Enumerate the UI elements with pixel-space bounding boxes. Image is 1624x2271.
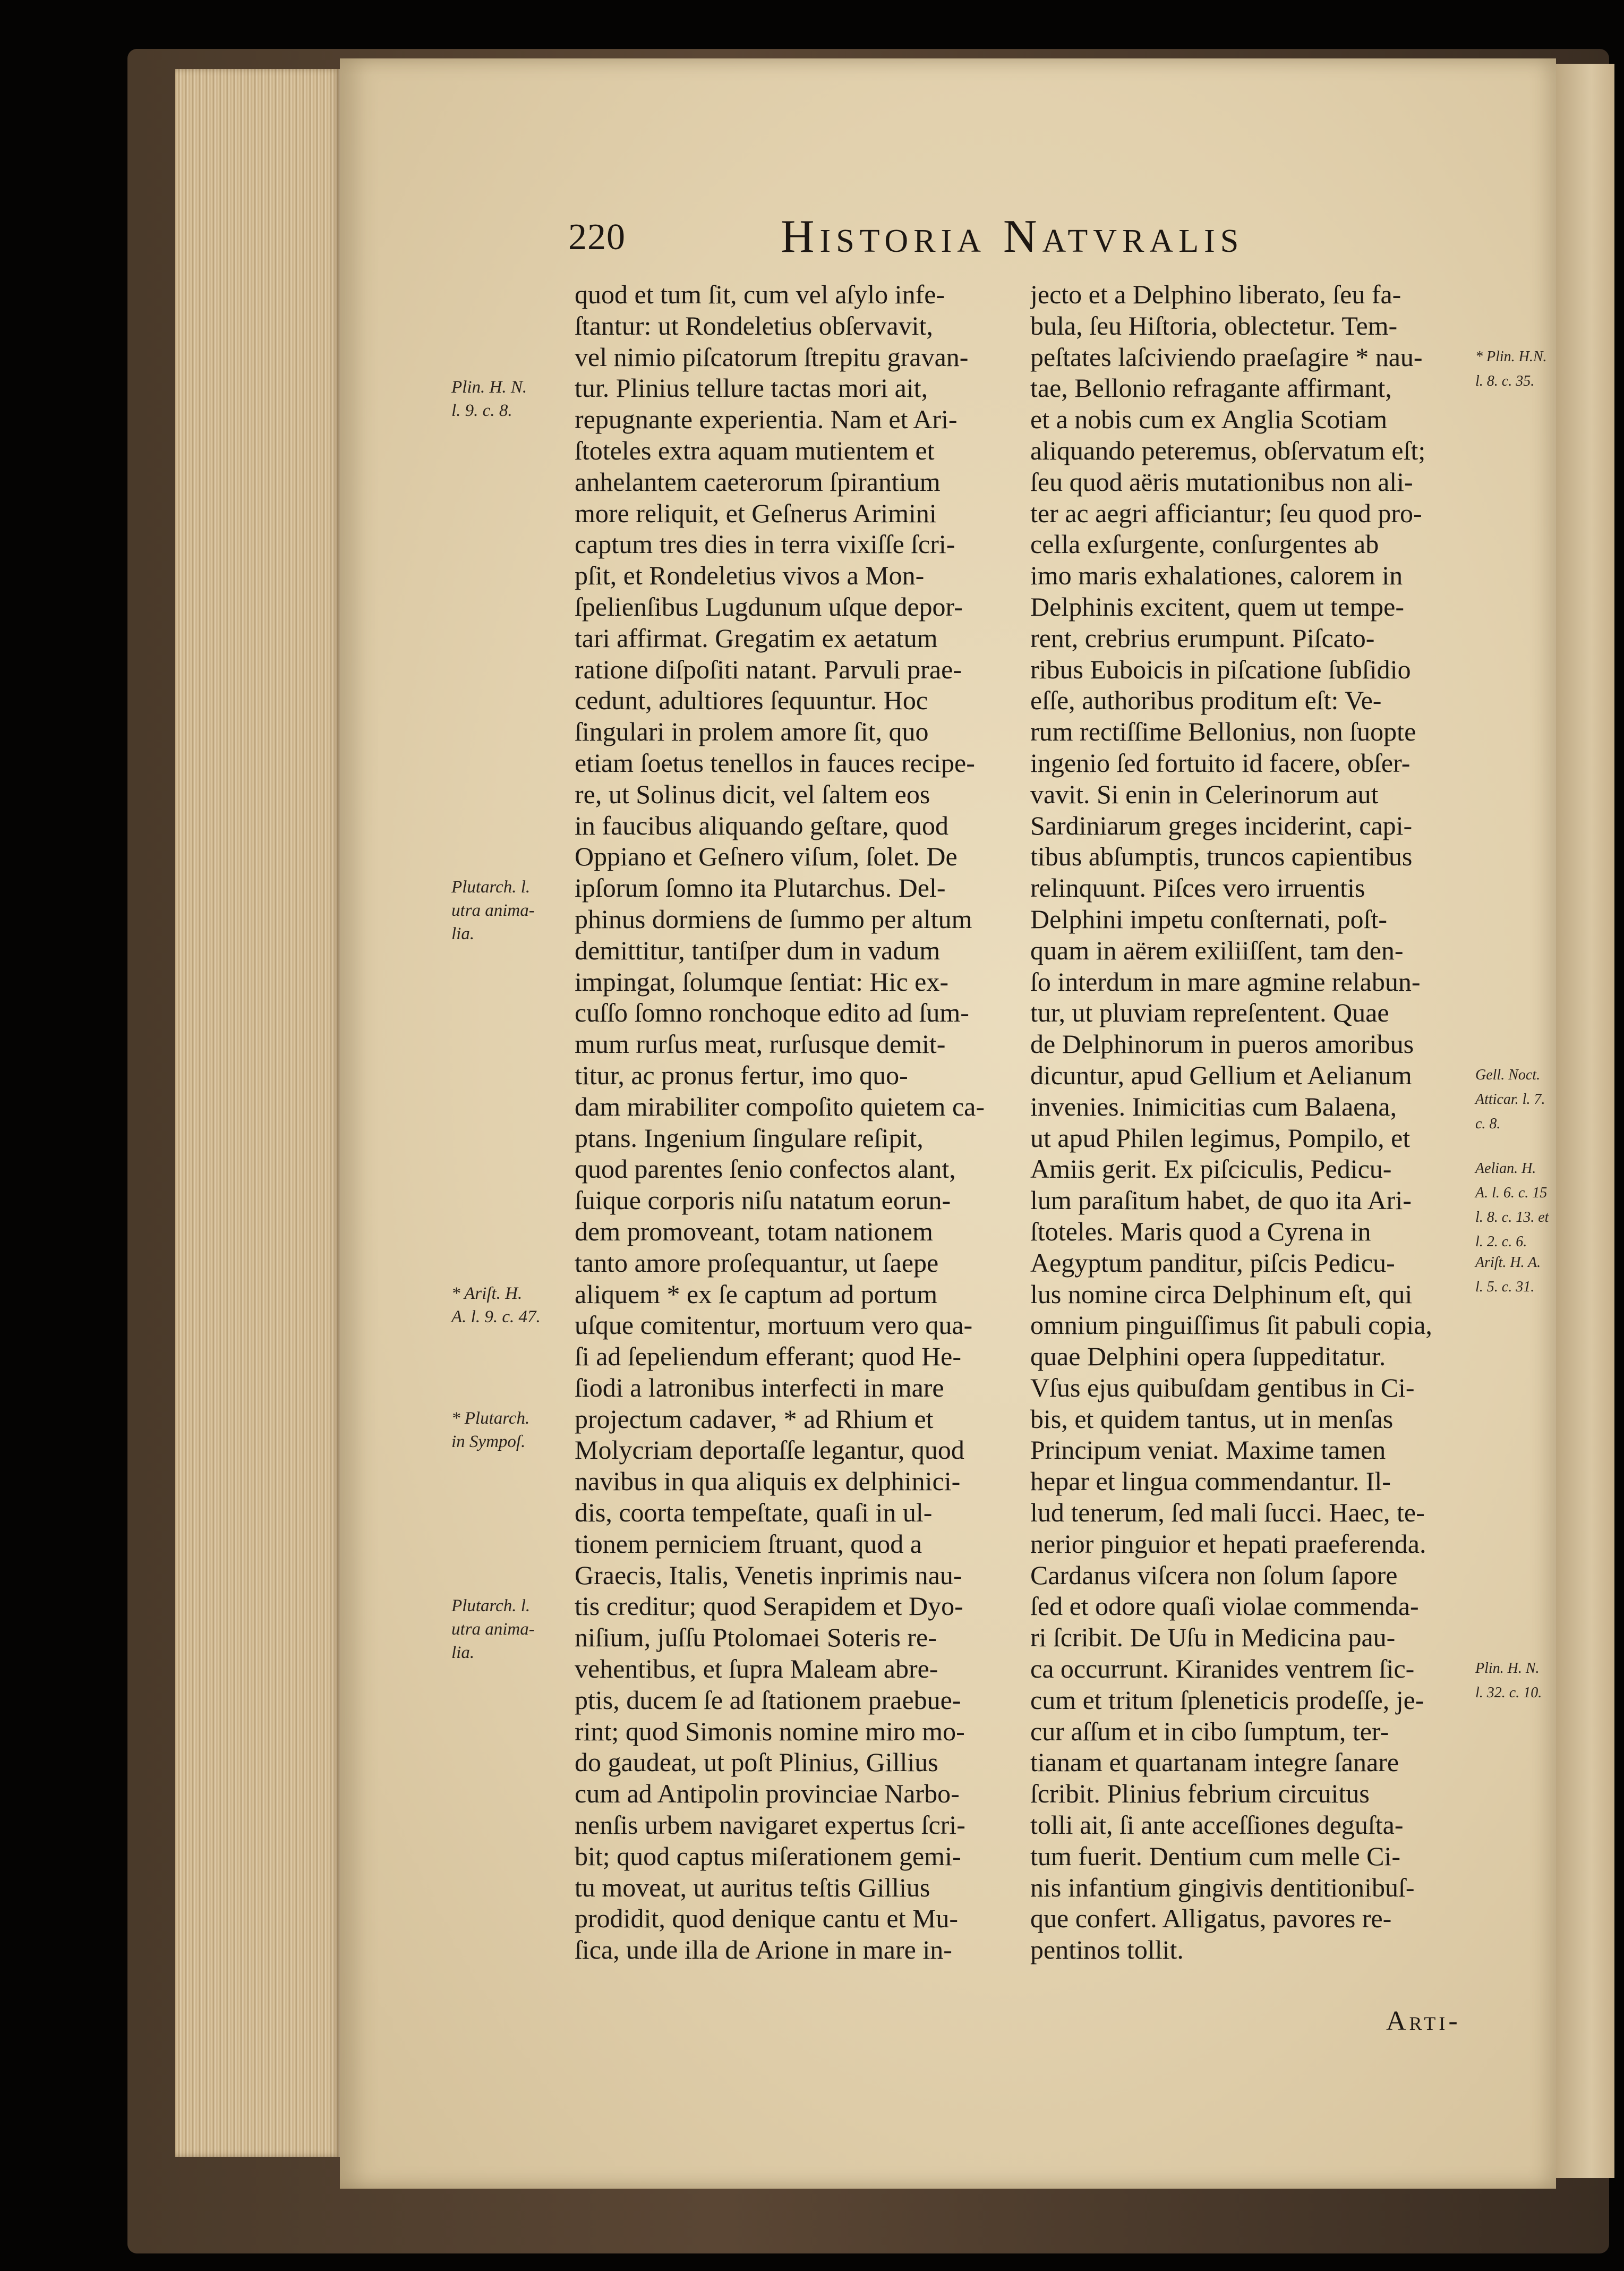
text-line: Molycriam deportaſſe legantur, quod xyxy=(575,1435,964,1465)
margin-note-line: Ariſt. H. A. xyxy=(1475,1254,1541,1271)
text-line: Graecis, Italis, Venetis inprimis nau- xyxy=(575,1560,962,1590)
margin-note-line: Atticar. l. 7. xyxy=(1475,1091,1545,1108)
margin-note-line: c. 8. xyxy=(1475,1116,1501,1132)
text-line: ſtantur: ut Rondeletius obſervavit, xyxy=(575,310,933,341)
text-line: ſiodi a latronibus interfecti in mare xyxy=(575,1372,944,1402)
margin-note-line: Plutarch. l. xyxy=(451,878,531,897)
text-line: tu moveat, ut auritus teſtis Gillius xyxy=(575,1872,930,1902)
right-text-column xyxy=(1030,279,1487,1966)
text-line: vehentibus, et ſupra Maleam abre- xyxy=(575,1654,938,1684)
text-line: rum rectiſſime Bellonius, non ſuopte xyxy=(1030,717,1416,747)
text-line: ſo interdum in mare agmine relabun- xyxy=(1030,966,1421,997)
next-page-edge xyxy=(1556,64,1614,2178)
text-line: lus nomine circa Delphinum eſt, qui xyxy=(1030,1279,1413,1309)
text-line: cum ad Antipolin provinciae Narbo- xyxy=(575,1779,960,1809)
text-line: in faucibus aliquando geſtare, quod xyxy=(575,810,948,840)
text-line: demittitur, tantiſper dum in vadum xyxy=(575,935,941,965)
text-line: navibus in qua aliquis ex delphinici- xyxy=(575,1466,961,1496)
margin-note xyxy=(1475,1656,1555,1705)
text-line: ri ſcribit. De Uſu in Medicina pau- xyxy=(1030,1622,1396,1653)
margin-note xyxy=(1475,1251,1555,1299)
text-line: dam mirabiliter compoſito quietem ca- xyxy=(575,1091,985,1121)
text-line: repugnante experientia. Nam et Ari- xyxy=(575,404,958,435)
text-line: de Delphinorum in pueros amoribus xyxy=(1030,1029,1414,1059)
margin-note xyxy=(451,376,574,422)
margin-note-line: utra anima- xyxy=(451,1619,535,1639)
text-line: rent, crebrius erumpunt. Piſcato- xyxy=(1030,623,1375,653)
text-line: tur, ut pluviam repreſentent. Quae xyxy=(1030,998,1389,1028)
text-line: vavit. Si enin in Celerinorum aut xyxy=(1030,779,1379,809)
text-line: tionem perniciem ſtruant, quod a xyxy=(575,1528,922,1559)
text-line: etiam ſoetus tenellos in fauces recipe- xyxy=(575,747,975,778)
text-line: bit; quod captus miſerationem gemi- xyxy=(575,1841,961,1871)
margin-note-line: * Ariſt. H. xyxy=(451,1283,523,1303)
text-line: imo maris exhalationes, calorem in xyxy=(1030,560,1403,591)
margin-note-line: Plin. H. N. xyxy=(1475,1660,1540,1677)
text-line: uſque comitentur, mortuum vero qua- xyxy=(575,1310,973,1340)
margin-note-line: l. 9. c. 8. xyxy=(451,401,512,421)
text-line: ſcribit. Plinius febrium circuitus xyxy=(1030,1779,1370,1809)
page-edges xyxy=(175,69,340,2157)
text-line: Delphini impetu conſternati, poſt- xyxy=(1030,904,1388,934)
text-line: lum paraſitum habet, de quo ita Ari- xyxy=(1030,1185,1412,1215)
margin-note-line: Gell. Noct. xyxy=(1475,1067,1541,1083)
text-line: tur. Plinius tellure tactas mori ait, xyxy=(575,373,928,403)
text-line: tum fuerit. Dentium cum melle Ci- xyxy=(1030,1841,1401,1871)
margin-note-line: Plin. H. N. xyxy=(451,378,527,397)
text-line: peſtates laſciviendo praeſagire * nau- xyxy=(1030,342,1423,372)
text-line: Cardanus viſcera non ſolum ſapore xyxy=(1030,1560,1398,1590)
text-line: quod parentes ſenio confectos alant, xyxy=(575,1154,956,1184)
text-line: tianam et quartanam integre ſanare xyxy=(1030,1747,1399,1777)
text-line: cuſſo ſomno ronchoque edito ad ſum- xyxy=(575,998,969,1028)
margin-note-line: l. 8. c. 13. et xyxy=(1475,1209,1549,1226)
text-line: ſingulari in prolem amore ſit, quo xyxy=(575,717,929,747)
margin-note-line: * Plin. H.N. xyxy=(1475,348,1547,365)
margin-note-line: utra anima- xyxy=(451,901,535,921)
text-line: do gaudeat, ut poſt Plinius, Gillius xyxy=(575,1747,938,1777)
text-line: ptans. Ingenium ſingulare reſipit, xyxy=(575,1122,924,1153)
text-line: jecto et a Delphino liberato, ſeu fa- xyxy=(1030,279,1401,309)
text-line: ſi ad ſepeliendum efferant; quod He- xyxy=(575,1341,961,1372)
text-line: eſſe, authoribus proditum eſt: Ve- xyxy=(1030,685,1382,716)
text-line: rint; quod Simonis nomine miro mo- xyxy=(575,1716,965,1746)
text-line: dem promoveant, totam nationem xyxy=(575,1216,933,1246)
text-line: ut apud Philen legimus, Pompilo, et xyxy=(1030,1122,1411,1153)
text-line: ribus Euboicis in piſcatione ſubſidio xyxy=(1030,654,1411,684)
margin-note xyxy=(451,1282,574,1329)
text-line: Oppiano et Geſnero viſum, ſolet. De xyxy=(575,841,958,872)
margin-note-line: Aelian. H. xyxy=(1475,1160,1536,1177)
text-line: nis infantium gingivis dentitionibuſ- xyxy=(1030,1872,1415,1902)
page-title: Historia Natvralis xyxy=(781,211,1244,262)
margin-note-line: lia. xyxy=(451,1643,475,1662)
margin-note-line: l. 5. c. 31. xyxy=(1475,1278,1535,1295)
margin-note xyxy=(1475,1063,1555,1136)
text-line: ſtoteles. Maris quod a Cyrena in xyxy=(1030,1216,1371,1246)
text-line: captum tres dies in terra vixiſſe ſcri- xyxy=(575,529,955,559)
margin-note-line: A. l. 9. c. 47. xyxy=(451,1307,541,1326)
margin-note-line: * Plutarch. xyxy=(451,1408,530,1428)
text-line: ptis, ducem ſe ad ſtationem praebue- xyxy=(575,1685,961,1715)
margin-note xyxy=(1475,1156,1555,1254)
left-text-column xyxy=(575,279,1031,1966)
text-line: aliquando peteremus, obſervatum eſt; xyxy=(1030,435,1426,465)
text-line: ſpelienſibus Lugdunum uſque depor- xyxy=(575,591,963,622)
text-line: quam in aërem exiliiſſent, tam den- xyxy=(1030,935,1404,965)
text-line: invenies. Inimicitias cum Balaena, xyxy=(1030,1091,1397,1121)
text-line: re, ut Solinus dicit, vel ſaltem eos xyxy=(575,779,930,809)
catchword: Arti- xyxy=(1386,2006,1461,2036)
margin-note xyxy=(451,1594,574,1664)
text-line: ratione diſpoſiti natant. Parvuli prae- xyxy=(575,654,962,684)
text-line: quod et tum ſit, cum vel aſylo infe- xyxy=(575,279,945,309)
margin-note xyxy=(451,1407,574,1453)
text-line: cella exſurgente, conſurgentes ab xyxy=(1030,529,1379,559)
text-line: et a nobis cum ex Anglia Scotiam xyxy=(1030,404,1388,435)
text-line: ipſorum ſomno ita Plutarchus. Del- xyxy=(575,873,946,903)
text-line: niſium, juſſu Ptolomaei Soteris re- xyxy=(575,1622,937,1653)
text-line: que confert. Alligatus, pavores re- xyxy=(1030,1903,1392,1934)
text-line: ſed et odore quaſi violae commenda- xyxy=(1030,1591,1419,1621)
text-line: lud tenerum, ſed mali ſucci. Haec, te- xyxy=(1030,1498,1425,1528)
text-line: nenſis urbem navigaret expertus ſcri- xyxy=(575,1810,965,1840)
text-line: impingat, ſolumque ſentiat: Hic ex- xyxy=(575,966,949,997)
text-line: pſit, et Rondeletius vivos a Mon- xyxy=(575,560,925,591)
text-line: Delphinis excitent, quem ut tempe- xyxy=(1030,591,1404,622)
text-line: ſtoteles extra aquam mutientem et xyxy=(575,435,935,465)
text-line: tis creditur; quod Serapidem et Dyo- xyxy=(575,1591,963,1621)
text-line: titur, ac pronus fertur, imo quo- xyxy=(575,1060,908,1090)
text-line: cum et tritum ſpleneticis prodeſſe, je- xyxy=(1030,1685,1424,1715)
text-line: cur aſſum et in cibo ſumptum, ter- xyxy=(1030,1716,1389,1746)
text-line: tari affirmat. Gregatim ex aetatum xyxy=(575,623,938,653)
text-line: ter ac aegri afficiantur; ſeu quod pro- xyxy=(1030,498,1422,528)
text-line: ca occurrunt. Kiranides ventrem ſic- xyxy=(1030,1654,1415,1684)
text-line: omnium pinguiſſimus ſit pabuli copia, xyxy=(1030,1310,1432,1340)
text-line: Principum veniat. Maxime tamen xyxy=(1030,1435,1386,1465)
margin-note-line: l. 32. c. 10. xyxy=(1475,1685,1542,1702)
text-line: hepar et lingua commendantur. Il- xyxy=(1030,1466,1391,1496)
margin-note-line: in Sympoſ. xyxy=(451,1432,526,1451)
text-line: ingenio ſed fortuito id facere, obſer- xyxy=(1030,747,1411,778)
text-line: Sardiniarum greges inciderint, capi- xyxy=(1030,810,1413,840)
margin-note-line: lia. xyxy=(451,924,475,944)
text-line: ſuique corporis niſu natatum eorun- xyxy=(575,1185,951,1215)
text-line: vel nimio piſcatorum ſtrepitu gravan- xyxy=(575,342,969,372)
margin-note xyxy=(451,875,574,946)
text-line: ſeu quod aëris mutationibus non ali- xyxy=(1030,466,1413,497)
text-line: bis, et quidem tantus, ut in menſas xyxy=(1030,1404,1394,1434)
text-line: dicuntur, apud Gellium et Aelianum xyxy=(1030,1060,1412,1090)
text-line: tanto amore proſequantur, ut ſaepe xyxy=(575,1247,939,1278)
text-line: pentinos tollit. xyxy=(1030,1935,1184,1965)
text-line: dis, coorta tempeſtate, quaſi in ul- xyxy=(575,1498,933,1528)
text-line: tolli ait, ſi ante acceſſiones deguſta- xyxy=(1030,1810,1404,1840)
text-line: relinquunt. Piſces vero irruentis xyxy=(1030,873,1365,903)
text-line: tibus abſumptis, truncos capientibus xyxy=(1030,841,1413,872)
text-line: tae, Bellonio refragante affirmant, xyxy=(1030,373,1392,403)
text-line: cedunt, adultiores ſequuntur. Hoc xyxy=(575,685,928,716)
text-line: Amiis gerit. Ex piſciculis, Pedicu- xyxy=(1030,1154,1392,1184)
margin-note xyxy=(1475,345,1555,394)
text-line: anhelantem caeterorum ſpirantium xyxy=(575,466,941,497)
text-line: aliquem * ex ſe captum ad portum xyxy=(575,1279,938,1309)
text-line: Aegyptum panditur, piſcis Pedicu- xyxy=(1030,1247,1395,1278)
margin-note-line: l. 8. c. 35. xyxy=(1475,372,1535,389)
text-line: Vſus ejus quibuſdam gentibus in Ci- xyxy=(1030,1372,1415,1402)
text-line: more reliquit, et Geſnerus Arimini xyxy=(575,498,937,528)
text-line: nerior pinguior et hepati praeferenda. xyxy=(1030,1528,1426,1559)
text-line: phinus dormiens de ſummo per altum xyxy=(575,904,972,934)
margin-note-line: Plutarch. l. xyxy=(451,1596,531,1615)
running-head xyxy=(568,210,1275,274)
text-line: prodidit, quod denique cantu et Mu- xyxy=(575,1903,959,1934)
text-line: projectum cadaver, * ad Rhium et xyxy=(575,1404,934,1434)
margin-note-line: A. l. 6. c. 15 xyxy=(1475,1185,1548,1202)
page-number: 220 xyxy=(568,217,626,258)
text-line: bula, ſeu Hiſtoria, oblectetur. Tem- xyxy=(1030,310,1398,341)
text-line: quae Delphini opera ſuppeditatur. xyxy=(1030,1341,1386,1372)
text-line: ſica, unde illa de Arione in mare in- xyxy=(575,1935,952,1965)
margin-note-line: l. 2. c. 6. xyxy=(1475,1234,1527,1251)
text-line: mum rurſus meat, rurſusque demit- xyxy=(575,1029,946,1059)
